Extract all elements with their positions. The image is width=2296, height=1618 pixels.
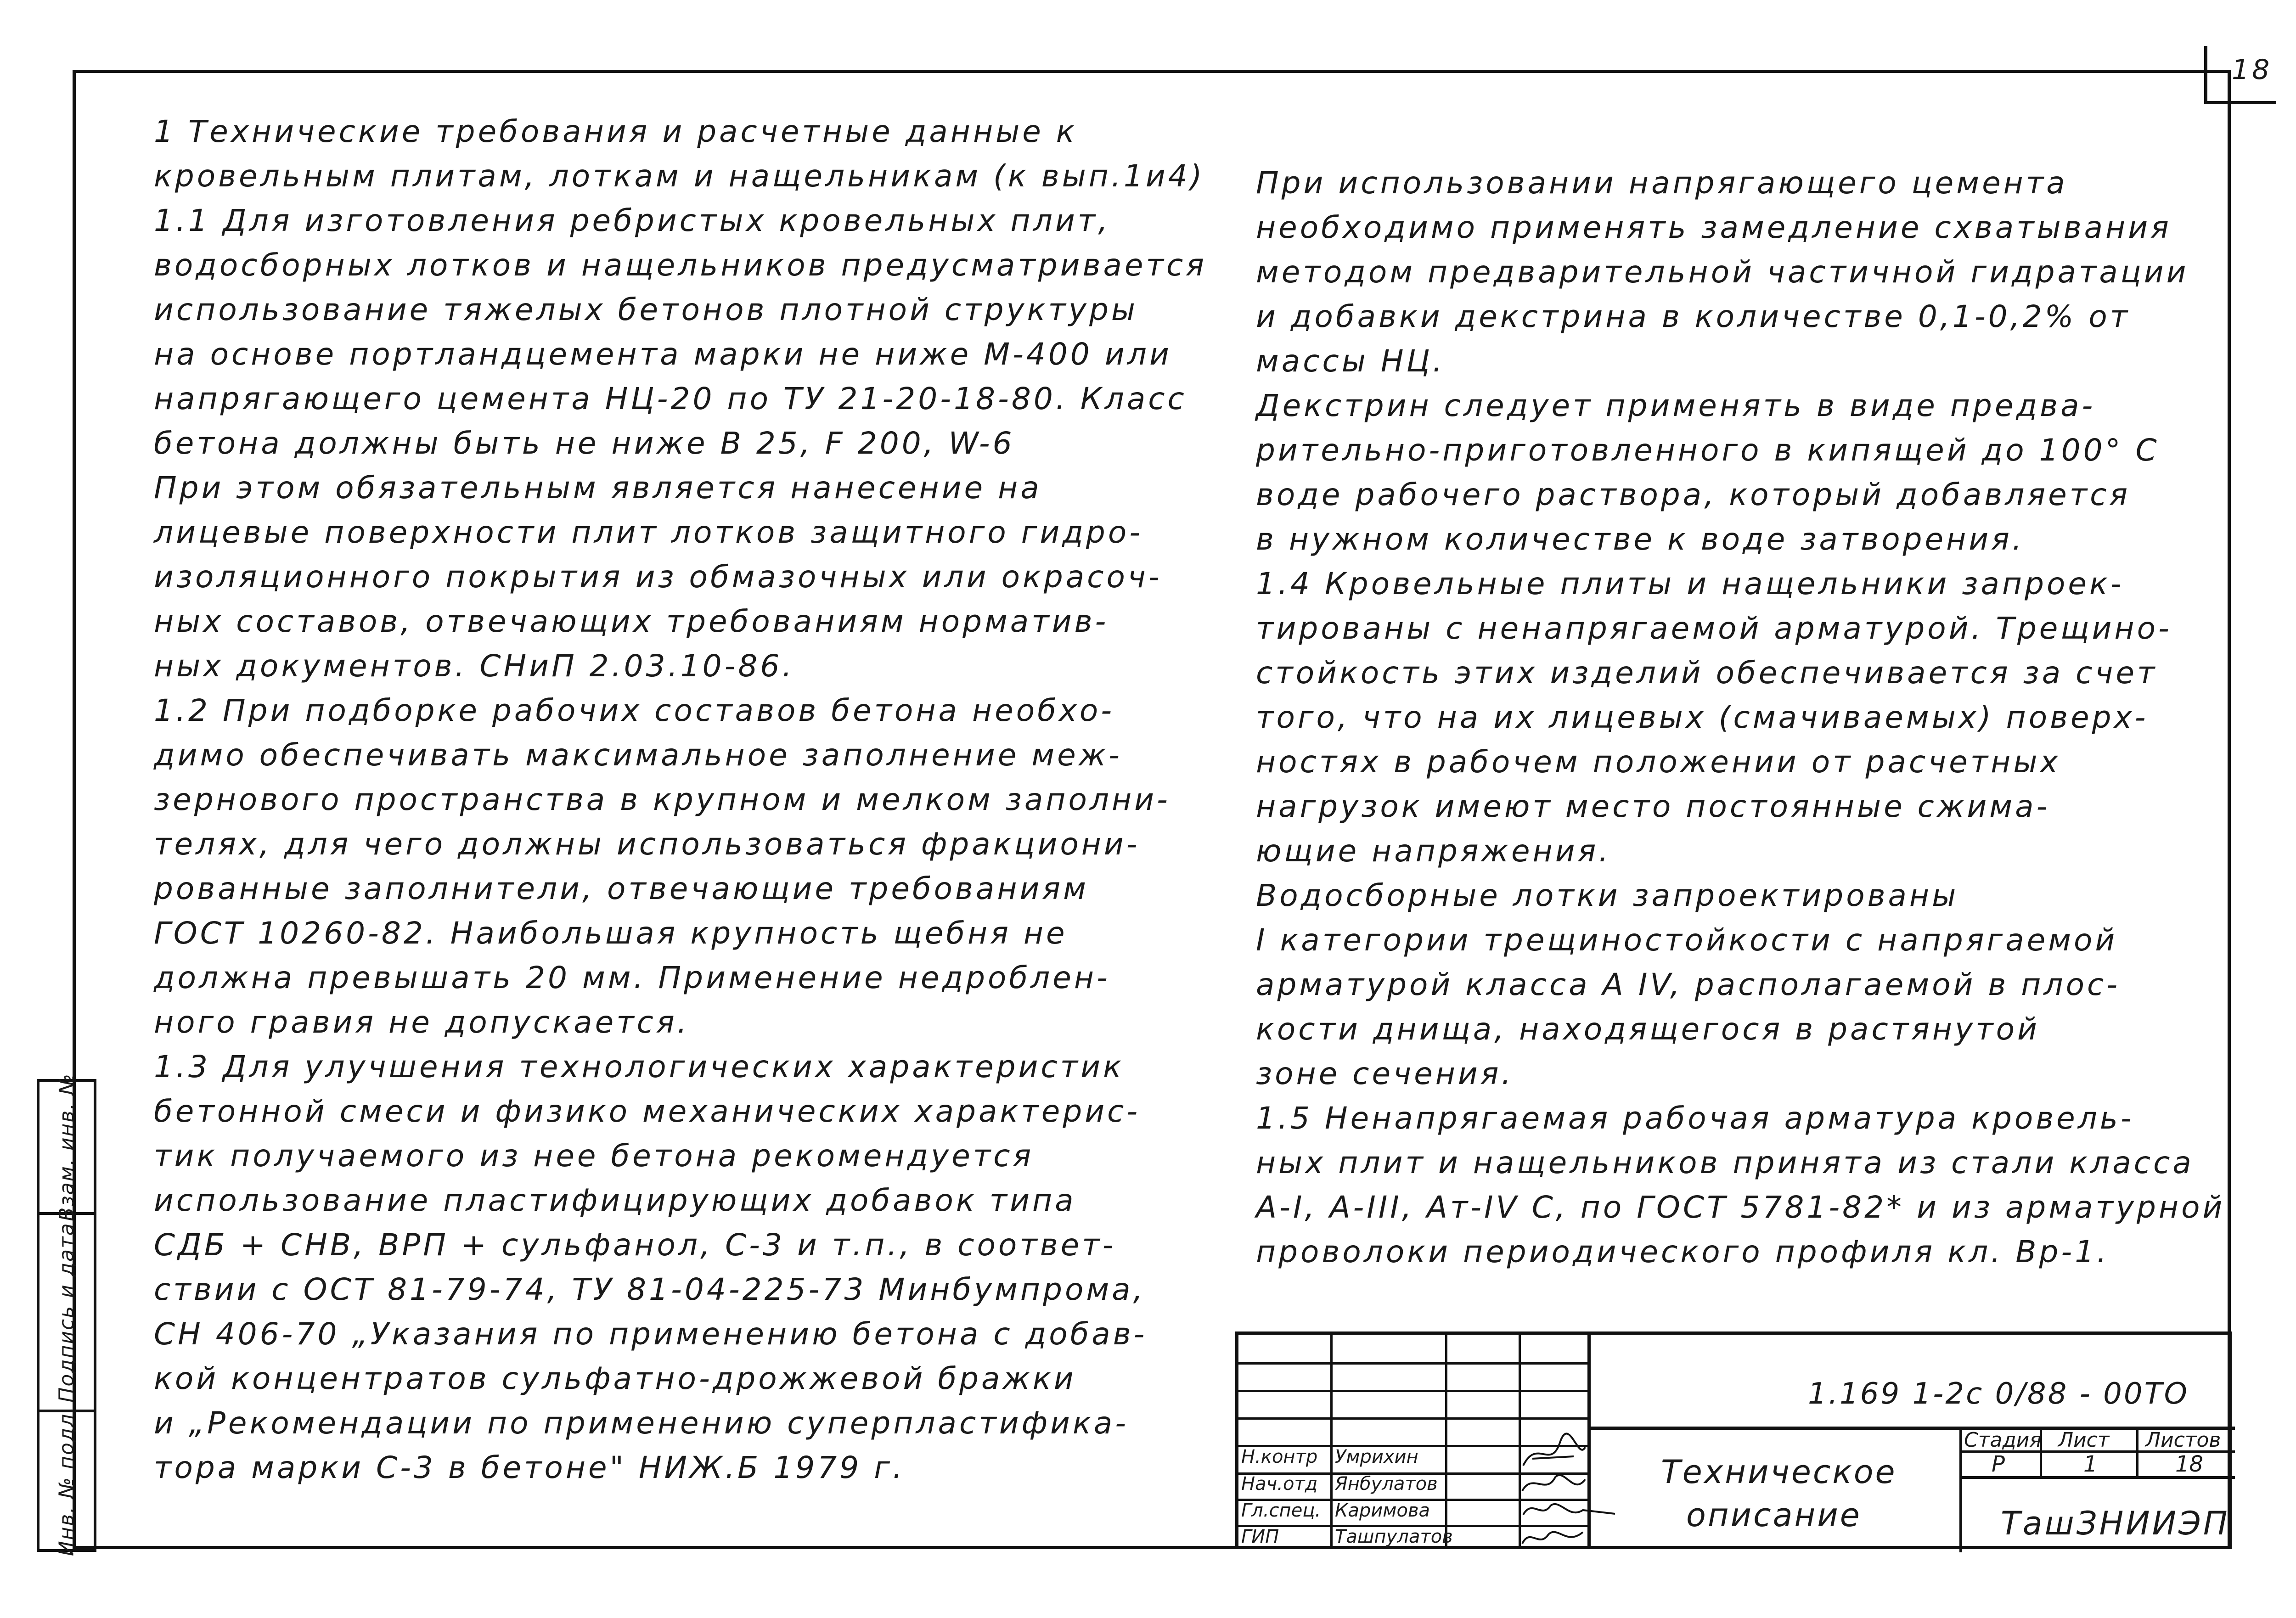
staff-role: Н.контр bbox=[1241, 1446, 1318, 1467]
text-line: воде рабочего раствора, который добавляется bbox=[1256, 477, 2131, 512]
text-line: 1.2 При подборке рабочих составов бетона необхо- bbox=[154, 693, 1115, 728]
doc-title-line2: описание bbox=[1686, 1496, 1862, 1534]
side-label-replace-inv: Взам. инв. № bbox=[55, 1073, 79, 1221]
text-line: ющие напряжения. bbox=[1256, 833, 1611, 869]
text-line: водосборных лотков и нащельников предусматривается bbox=[154, 247, 1207, 283]
text-line: нагрузок имеют место постоянные сжима- bbox=[1256, 789, 2050, 824]
text-line: проволоки периодического профиля кл. Вр-1. bbox=[1256, 1234, 2110, 1270]
page-number: 18 bbox=[2232, 54, 2273, 86]
text-line: 1 Технические требования и расчетные данные к bbox=[154, 114, 1077, 149]
staff-role: Нач.отд bbox=[1241, 1473, 1318, 1494]
text-line: зернового пространства в крупном и мелком заполни- bbox=[154, 782, 1171, 817]
tb-divider-name bbox=[1445, 1335, 1447, 1546]
staff-name: Ташпулатов bbox=[1335, 1526, 1453, 1547]
text-line: изоляционного покрытия из обмазочных или окрасоч- bbox=[154, 559, 1162, 595]
text-line: СН 406-70 „Указания по применению бетона с добав- bbox=[154, 1316, 1148, 1352]
staff-name: Умрихин bbox=[1335, 1446, 1418, 1467]
sheets-value: 18 bbox=[2175, 1451, 2204, 1477]
text-line: ГОСТ 10260-82. Наибольшая крупность щебня не bbox=[154, 916, 1068, 951]
text-line: I категории трещиностойкости с напрягаемой bbox=[1256, 922, 2118, 958]
right-text-column bbox=[1256, 161, 2225, 1274]
side-cell-signature-date bbox=[39, 1215, 94, 1412]
sheet-label: Лист bbox=[2058, 1428, 2110, 1452]
text-line: 1.5 Ненапрягаемая рабочая арматура кровель- bbox=[1256, 1101, 2134, 1136]
text-line: ных плит и нащельников принята из стали класса bbox=[1256, 1145, 2194, 1180]
signature-3 bbox=[1519, 1496, 1620, 1524]
title-block bbox=[1235, 1331, 2232, 1549]
text-line: При этом обязательным является нанесение на bbox=[154, 470, 1042, 506]
text-line: тик получаемого из нее бетона рекомендуется bbox=[154, 1138, 1034, 1174]
text-line: телях, для чего должны использоваться фракциони- bbox=[154, 826, 1140, 862]
text-line: рительно-приготовленного в кипящей до 100° С bbox=[1256, 433, 2160, 468]
text-line: СДБ + СНВ, ВРП + сульфанол, С-3 и т.п., в соответ- bbox=[154, 1227, 1116, 1263]
sheet-value: 1 bbox=[2083, 1451, 2098, 1477]
tb-row-line bbox=[1238, 1417, 1587, 1420]
text-line: А-I, А-III, Ат-IV С, по ГОСТ 5781-82* и из арматурной bbox=[1256, 1190, 2225, 1225]
text-line: напрягающего цемента НЦ-20 по ТУ 21-20-18-80. Класс bbox=[154, 381, 1187, 416]
text-line: 1.1 Для изготовления ребристых кровельных плит, bbox=[154, 203, 1111, 238]
text-line: димо обеспечивать максимальное заполнение меж- bbox=[154, 737, 1122, 773]
stage-value: Р bbox=[1992, 1451, 2005, 1477]
text-line: кой концентратов сульфатно-дрожжевой бражки bbox=[154, 1361, 1076, 1396]
tb-row-line bbox=[1238, 1362, 1587, 1365]
signature-4 bbox=[1519, 1523, 1587, 1551]
staff-role: Гл.спец. bbox=[1241, 1500, 1321, 1521]
side-cell-inv-no bbox=[39, 1405, 94, 1556]
tb-row-line bbox=[1238, 1390, 1587, 1392]
text-line: кости днища, находящегося в растянутой bbox=[1256, 1011, 2040, 1047]
tb-stage-col2 bbox=[2136, 1427, 2138, 1476]
text-line: использование тяжелых бетонов плотной структуры bbox=[154, 292, 1138, 327]
signature-2 bbox=[1519, 1468, 1587, 1500]
text-line: лицевые поверхности плит лотков защитного гидро- bbox=[154, 515, 1143, 550]
organization: ТашЗНИИЭП bbox=[2001, 1505, 2230, 1542]
left-text-column bbox=[154, 109, 1207, 1490]
side-label-signature-date: Подпись и дата bbox=[55, 1222, 79, 1403]
stage-label: Стадия bbox=[1964, 1428, 2042, 1452]
text-line: и добавки декстрина в количестве 0,1-0,2% от bbox=[1256, 299, 2131, 334]
text-line: При использовании напрягающего цемента bbox=[1256, 165, 2068, 201]
text-line: кровельным плитам, лоткам и нащельникам (к вып.1и4) bbox=[154, 158, 1205, 194]
text-line: ных документов. СНиП 2.03.10-86. bbox=[154, 648, 795, 684]
text-line: зоне сечения. bbox=[1256, 1056, 1514, 1091]
text-line: и „Рекомендации по применению суперпластифика- bbox=[154, 1405, 1129, 1441]
text-line: ствии с ОСТ 81-79-74, ТУ 81-04-225-73 Минбумпрома, bbox=[154, 1272, 1146, 1307]
text-line: ных составов, отвечающих требованиям норматив- bbox=[154, 604, 1109, 639]
staff-name: Каримова bbox=[1335, 1500, 1430, 1521]
text-line: бетонной смеси и физико механических характерис- bbox=[154, 1094, 1141, 1129]
text-line: того, что на их лицевых (смачиваемых) поверх- bbox=[1256, 700, 2149, 735]
side-label-inv-no: Инв. № подл. bbox=[55, 1405, 79, 1556]
doc-code: 1.169 1-2с 0/88 - 00ТО bbox=[1808, 1377, 2189, 1411]
text-line: тора марки С-3 в бетоне" НИЖ.Б 1979 г. bbox=[154, 1450, 905, 1485]
text-line: в нужном количестве к воде затворения. bbox=[1256, 522, 2025, 557]
side-stamp-strip bbox=[37, 1073, 96, 1556]
staff-name: Янбулатов bbox=[1335, 1473, 1438, 1494]
text-line: тированы с ненапрягаемой арматурой. Трещино- bbox=[1256, 611, 2172, 646]
text-line: 1.4 Кровельные плиты и нащельники запроек- bbox=[1256, 566, 2124, 601]
text-line: арматурой класса А IV, располагаемой в плос- bbox=[1256, 967, 2121, 1002]
text-line: ного гравия не допускается. bbox=[154, 1005, 690, 1040]
text-line: использование пластифицирующих добавок типа bbox=[154, 1183, 1076, 1218]
side-cell-replace-inv bbox=[39, 1073, 94, 1221]
text-line: Декстрин следует применять в виде предва- bbox=[1256, 388, 2096, 423]
tb-stage-left bbox=[1959, 1427, 1962, 1552]
staff-role: ГИП bbox=[1241, 1526, 1279, 1547]
tb-divider-role bbox=[1330, 1335, 1333, 1546]
text-line: рованные заполнители, отвечающие требованиям bbox=[154, 871, 1089, 906]
text-line: бетона должны быть не ниже В 25, F 200, W-6 bbox=[154, 426, 1015, 461]
text-line: необходимо применять замедление схватывания bbox=[1256, 210, 2172, 245]
text-line: ностях в рабочем положении от расчетных bbox=[1256, 744, 2061, 780]
text-line: массы НЦ. bbox=[1256, 343, 1445, 379]
text-line: 1.3 Для улучшения технологических характеристик bbox=[154, 1049, 1124, 1084]
text-line: на основе портландцемента марки не ниже М-400 или bbox=[154, 337, 1172, 372]
sheets-label: Листов bbox=[2145, 1428, 2221, 1452]
text-line: методом предварительной частичной гидратации bbox=[1256, 254, 2189, 290]
text-line: Водосборные лотки запроектированы bbox=[1256, 878, 1959, 913]
text-line: стойкость этих изделий обеспечивается за счет bbox=[1256, 655, 2158, 691]
text-line: должна превышать 20 мм. Применение недроблен- bbox=[154, 960, 1110, 995]
doc-title-line1: Техническое bbox=[1661, 1453, 1897, 1491]
